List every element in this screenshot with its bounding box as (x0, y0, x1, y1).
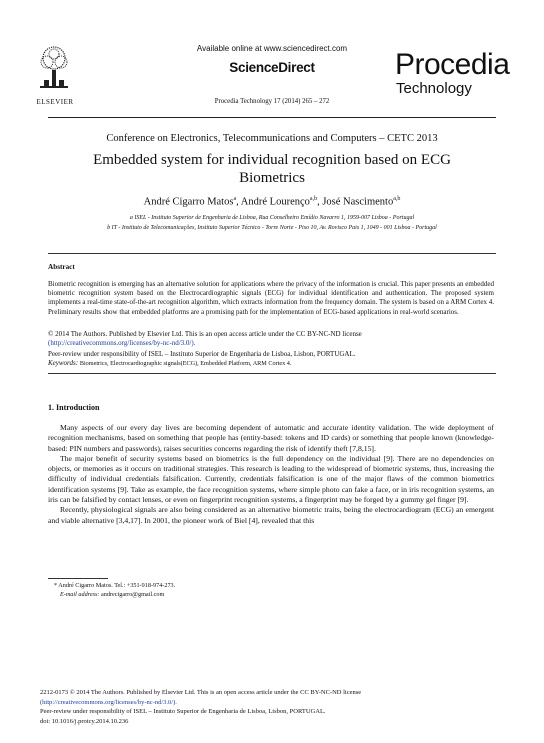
keywords-label: Keywords: (48, 359, 79, 367)
journal-reference: Procedia Technology 17 (2014) 265 – 272 (214, 98, 330, 105)
procedia-logo-text: Procedia (395, 48, 510, 81)
affiliation-a: a ISEL - Instituto Superior de Engenharia de Lisboa, Rua Conselheiro Emídio Navarro 1, 1959-007 Lisboa - Portugal (129, 215, 415, 221)
author-list: André Cigarro Matos$^a$, André Lourenço$^{a,b}$, José Nascimento$^{a,b}$ (143, 196, 401, 208)
abstract-heading: Abstract (48, 263, 75, 271)
footer-doi[interactable]: doi: 10.1016/j.protcy.2014.10.236 (40, 717, 129, 725)
intro-paragraph-3: Recently, physiological signals are also being considered as an alternative biometric traits, being the electrocardiogram (ECG) an emergent and viable alternative [3,4,17]. In 2001, the pioneer work of Biel [4], revealed that this (48, 505, 494, 525)
footer-license-link[interactable]: (http://creativecommons.org/licenses/by-nc-nd/3.0/). (40, 698, 177, 706)
footer-license: 2212-0173 © 2014 The Authors. Published by Elsevier Ltd. This is an open access article under the CC BY-NC-ND license (40, 689, 362, 696)
article-title (0, 151, 544, 187)
abstract-keywords (48, 359, 494, 368)
footnote-author: * André Cigarro Matos. Tel.: +351-918-974-273. (54, 582, 176, 589)
technology-logo-text: Technology (396, 80, 472, 97)
abstract-license-link[interactable]: (http://creativecommons.org/licenses/by-nc-nd/3.0/). (48, 339, 196, 347)
email-label: E-mail address: (60, 591, 100, 598)
available-online-text: Available online at www.sciencedirect.com (196, 44, 348, 53)
header-rule (48, 117, 496, 118)
affiliation-b: b IT - Instituto de Telecomunicações, Instituto Superior Técnico - Torre Norte - Piso 10, Av. Rovisco Pais 1, 1049 - 001 Lisboa - Portugal (107, 225, 437, 231)
article-title-line2: Biometrics (239, 170, 305, 186)
email-address[interactable]: andrecigarro@gmail.com (101, 591, 165, 598)
page-footer (40, 688, 510, 726)
footnote-email (60, 591, 164, 599)
conference-name: Conference on Electronics, Telecommunications and Computers – CETC 2013 (106, 133, 438, 144)
intro-paragraph-2: The major benefit of security systems based on biometrics is the full dependency on the individual [9]. There are no dependencies on objects, or memories as it occurs on traditional strategies. This research is leading to the widespread of biometric systems, thus, increasing the difficulty of individual credentials falsification. Currently, credentials falsification is one of the major flaws of the common biometrics identification systems [9]. Take as example, the face recognition systems, where simple photo can fake a face, or in iris recognition systems, an iris can be falsified by contact lenses, or even on fingerprint recognition systems, a fingerprint may be forged by a gummy gel finger [9]. (48, 453, 494, 505)
article-title-line1: Embedded system for individual recognition based on ECG (93, 152, 451, 168)
section-heading-introduction: 1. Introduction (48, 403, 100, 412)
abstract-peer-review: Peer-review under responsibility of ISEL – Instituto Superior de Engenharia de Lisboa, Lisbon, PORTUGAL. (48, 350, 356, 358)
footnote-rule (48, 578, 108, 579)
abstract-copyright: © 2014 The Authors. Published by Elsevier Ltd. This is an open access article under the CC BY-NC-ND license (48, 330, 362, 338)
keywords-list: Biometrics, Electrocardiographic signals(ECG), Embedded Platform, ARM Cortex 4. (79, 360, 292, 367)
intro-paragraph-1: Many aspects of our every day lives are becoming dependent of automatic and accurate identity validation. The wide deployment of recognition mechanisms, based on something that people has (entity-based: tokens and ID cards) or something that people known (knowledge-based: PIN numbers and passwords), raises securities concerns regarding the risk of identify theft [7,8,15]. (48, 423, 494, 453)
introduction-body (48, 423, 494, 526)
sciencedirect-logo-text: ScienceDirect (229, 60, 315, 75)
abstract-bottom-rule (48, 373, 496, 374)
abstract-text: Biometric recognition is emerging has an alternative solution for applications where the privacy of the information is crucial. This paper presents an embedded biometric recognition system based on the Electrocardiographic signals (ECG) for individual identification and authentication. The proposed system implements a real-time state-of-the-art recognition algorithm, which extracts information from the frequency domain. The system is based on a ARM Cortex 4. Preliminary results show that embedded platforms are a promising path for the implementation of ECG-based applications in real-world scenarios. (48, 280, 494, 316)
publisher-name: ELSEVIER (36, 98, 74, 106)
abstract-top-rule (48, 253, 496, 254)
footer-peer-review: Peer-review under responsibility of ISEL – Instituto Superior de Engenharia de Lisboa, Lisbon, PORTUGAL. (40, 708, 326, 715)
